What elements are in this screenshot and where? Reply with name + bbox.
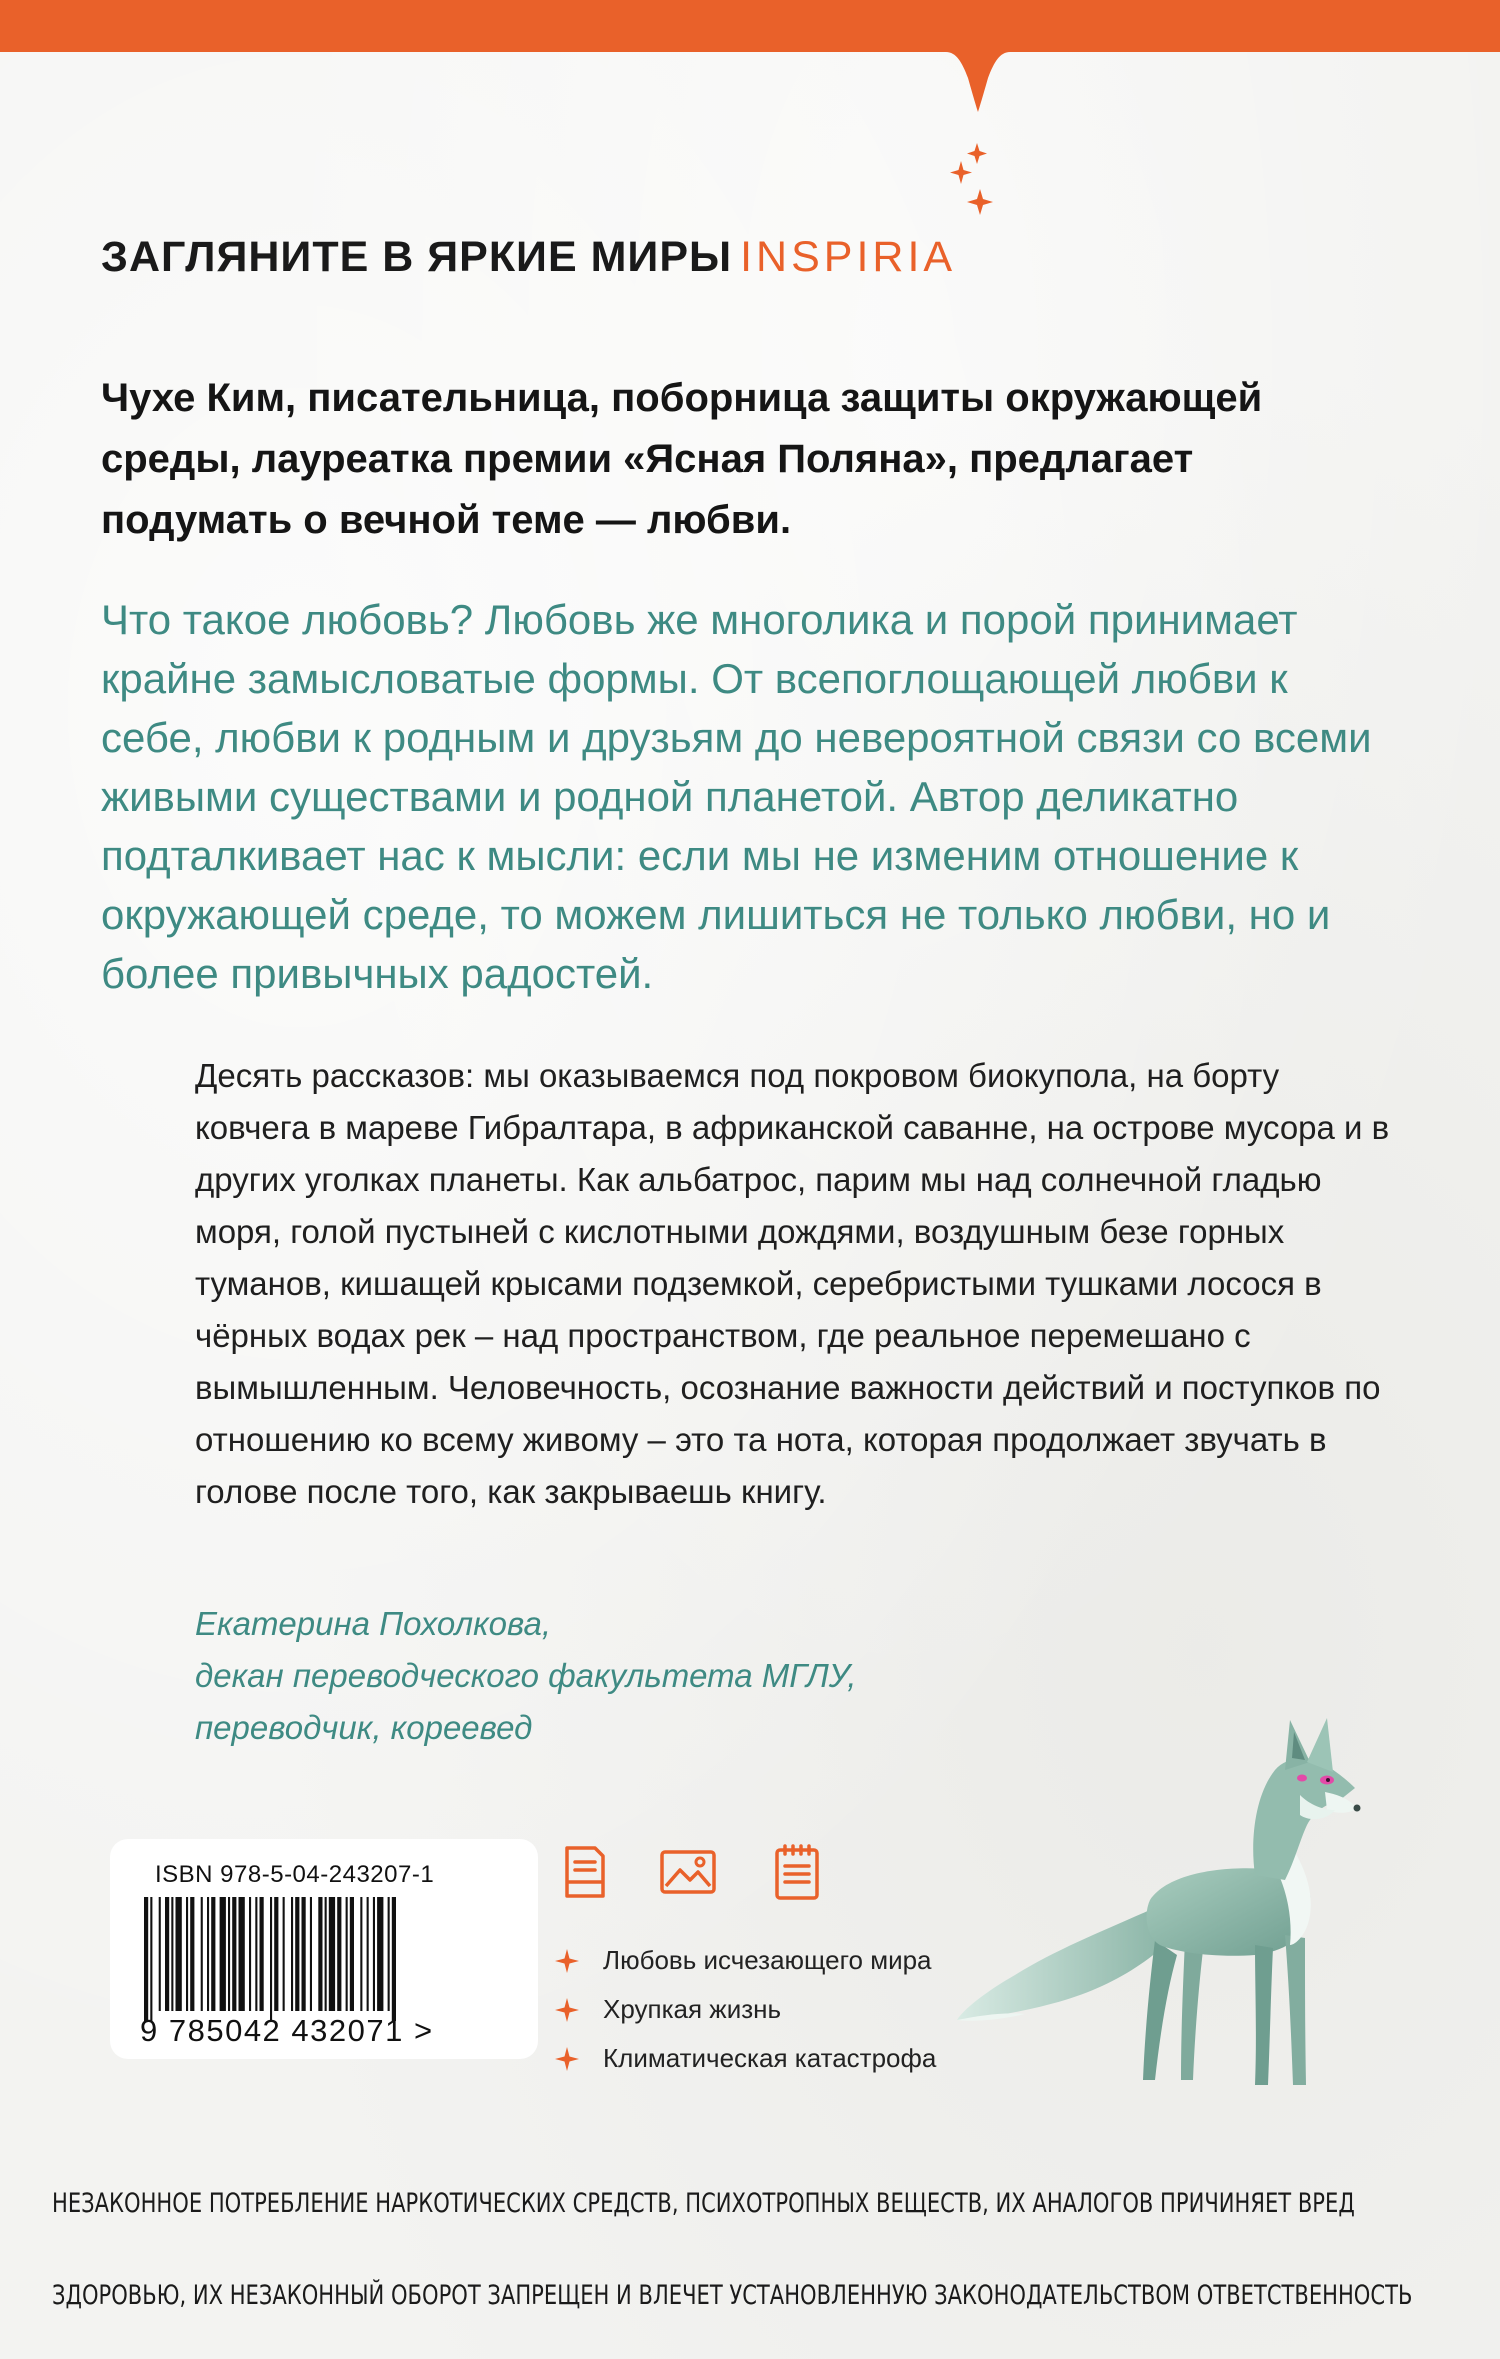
barcode-panel [110,1839,538,2059]
barcode-bar [176,1897,182,2011]
barcode-bar [255,1897,257,2011]
barcode-bar [270,1897,272,2021]
barcode-bar [325,1897,327,2011]
lead-paragraph: Чухе Ким, писательница, поборница защиты окружающей среды, лауреатка премии «Ясная Поляна», предлагает подумать о вечной теме — любви. [101,376,1263,542]
barcode-bar [291,1897,293,2011]
barcode-bar [350,1897,354,2011]
barcode-bar [337,1897,341,2011]
barcode-bar [228,1897,230,2011]
series-prefix: ЗАГЛЯНИТЕ В ЯРКИЕ МИРЫ [101,233,733,281]
annotation-paragraph: Что такое любовь? Любовь же многолика и порой принимает крайне замысловатые формы. От всепоглощающей любви к себе, любви к родным и друзьям до невероятной связи со всеми живыми существами и родной планетой. Автор деликатно подталкивает нас к мысли: если мы не изменим отношение к окружающей среде, то можем лишиться не только любви, но и более привычных радостей. [101,596,1372,997]
barcode-bar [360,1897,362,2011]
barcode-bar [201,1897,203,2011]
barcode-bar [220,1897,226,2011]
barcode-bar [346,1897,348,2011]
barcode-bar [171,1897,173,2011]
barcode-bar [392,1897,396,2021]
warning-line-2: ЗДОРОВЬЮ, ИХ НЕЗАКОННЫЙ ОБОРОТ ЗАПРЕЩЕН И ВЛЕЧЕТ УСТАНОВЛЕННУЮ ЗАКОНОДАТЕЛЬСТВОМ ОТВЕТСТВЕННОСТЬ [52,2280,1413,2311]
author-name: Екатерина Похолкова, [195,1605,552,1642]
barcode-bar [186,1897,188,2011]
barcode-bar [165,1897,169,2011]
barcode-bar [239,1897,245,2011]
book-icon [555,1842,615,1902]
barcode-bar [329,1897,335,2011]
author-role: переводчик, кореевед [195,1709,533,1746]
star-icon [555,2047,579,2071]
barcode-bar [310,1897,312,2011]
barcode-image [144,1897,504,2021]
barcode-bar [367,1897,369,2011]
barcode-bar [302,1897,306,2011]
barcode-bar [274,1897,278,2011]
review-quote: Десять рассказов: мы оказываемся под покровом биокупола, на борту ковчега в мареве Гибралтара, в африканской саванне, на острове мусора и в других уголках планеты. Как альбатрос, парим мы над солнечной гладью моря, голой пустыней с кислотными дождями, воздушным безе горных туманов, кишащей крысами подземкой, серебристыми тушками лосося в чёрных водах рек – над пространством, где реальное перемешано с вымышленным. Человечность, осознание важности действий и поступков по отношению ко всему живому – это та нота, которая продолжает звучать в голове после того, как закрываешь книгу. [195,1057,1390,1510]
notepad-icon [767,1842,827,1902]
series-heading [101,233,956,282]
barcode-bar [159,1897,161,2011]
star-icon [555,1998,579,2022]
barcode-bar [260,1897,264,2011]
barcode-bar [295,1897,299,2011]
barcode-bar [211,1897,215,2011]
barcode-bar [377,1897,383,2011]
isbn-label: ISBN 978-5-04-243207-1 [155,1861,435,1888]
star-icon [555,1949,579,1973]
top-orange-band [0,0,1500,112]
barcode-bar [150,1897,152,2021]
barcode-bar [232,1897,236,2011]
barcode-bar [373,1897,375,2011]
barcode-bar [190,1897,194,2011]
barcode-bar [318,1897,322,2011]
barcode-bar [388,1897,390,2011]
author-position: декан переводческого факультета МГЛУ, [195,1657,857,1694]
barcode-bar [249,1897,251,2011]
sparkles-icon [950,143,1004,217]
publisher-brand: INSPIRIA [740,233,957,281]
picture-icon [658,1842,718,1902]
barcode-bar [207,1897,209,2011]
warning-line-1: НЕЗАКОННОЕ ПОТРЕБЛЕНИЕ НАРКОТИЧЕСКИХ СРЕДСТВ, ПСИХОТРОПНЫХ ВЕЩЕСТВ, ИХ АНАЛОГОВ ПРИЧИНЯЕТ ВРЕД [52,2188,1355,2219]
barcode-digits: 9 785042 432071 > [140,2013,434,2048]
barcode-bar [283,1897,285,2011]
legal-warning [52,2158,1413,2342]
fox-illustration [955,1700,1395,2100]
barcode-bar [144,1897,148,2021]
